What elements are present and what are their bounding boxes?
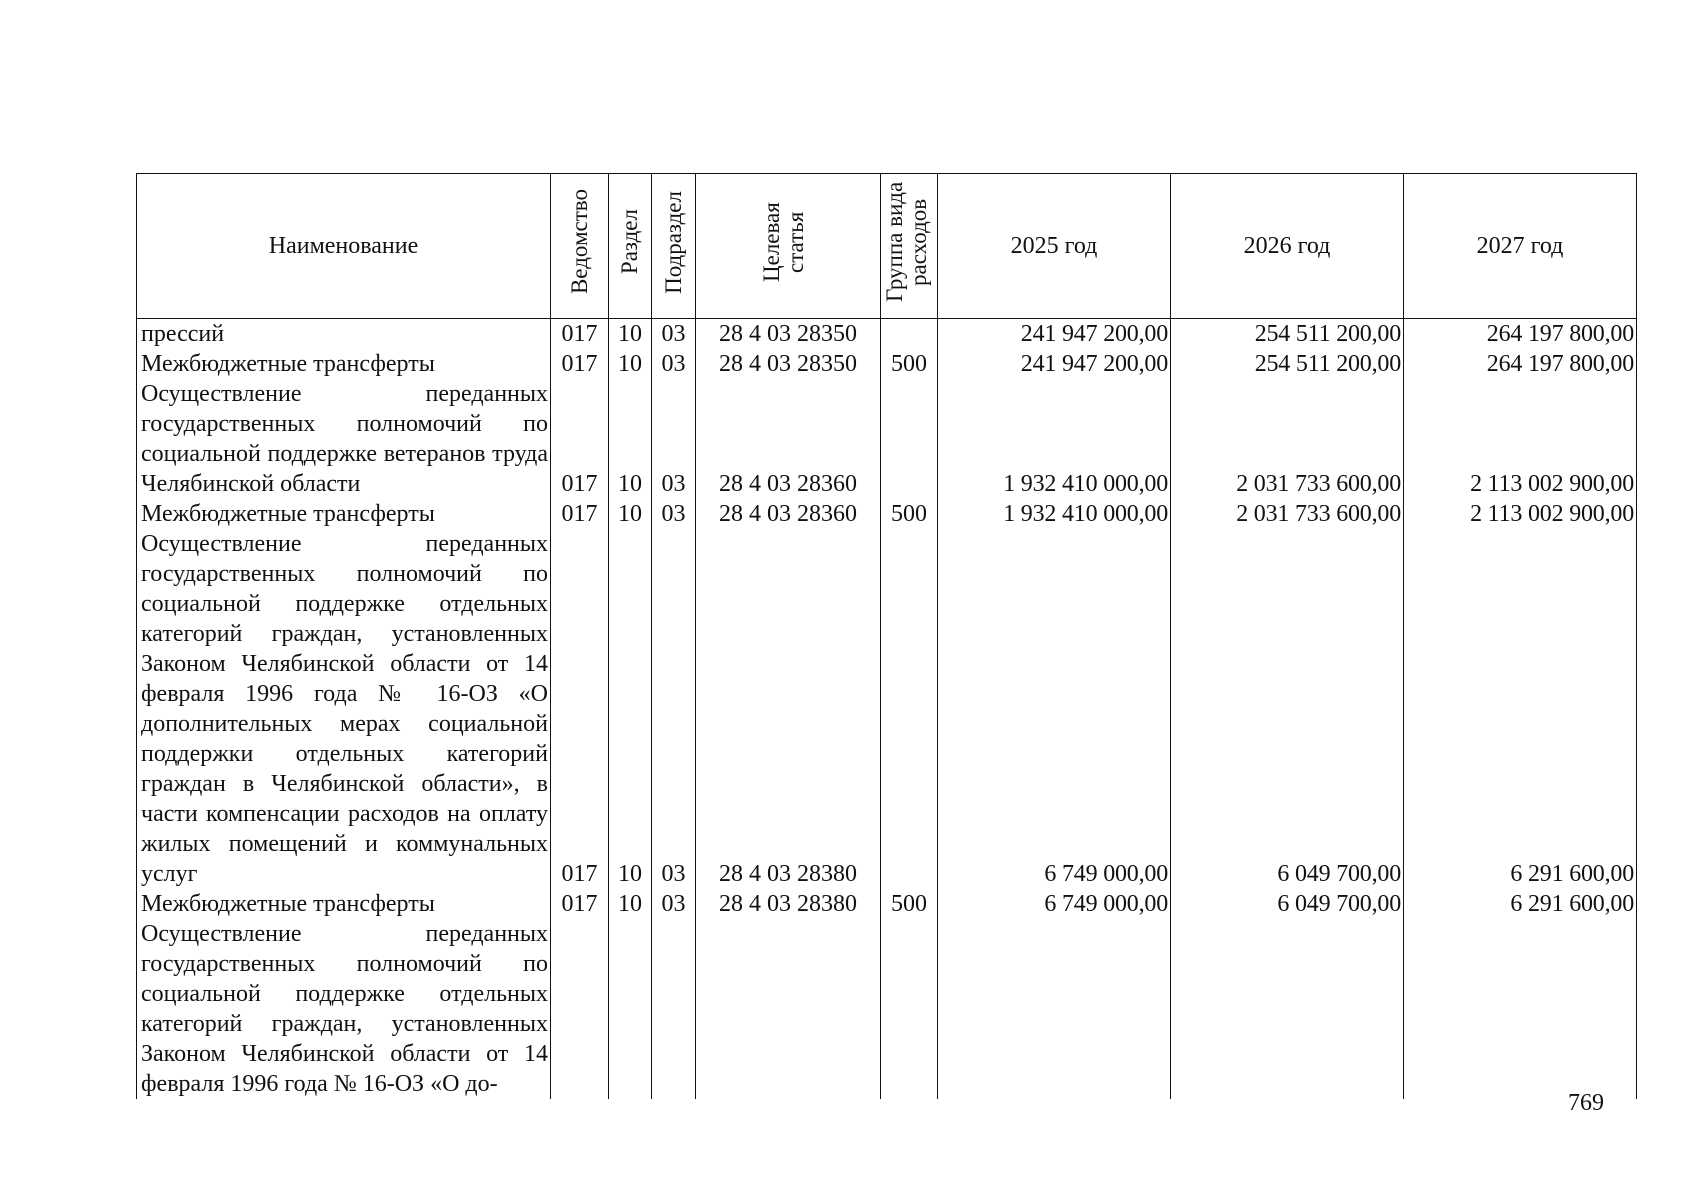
row-section: 10 [609,319,652,350]
row-department: 017 [551,379,609,499]
header-expense-group: Группа вида расходов [881,174,938,319]
row-target-article: 28 4 03 28360 [696,379,881,499]
row-value-2026: 254 511 200,00 [1171,319,1404,350]
row-department: 017 [551,349,609,379]
row-department: 017 [551,319,609,350]
row-value-2026: 6 049 700,00 [1171,529,1404,889]
row-subsection: 03 [652,529,696,889]
row-value-2027: 2 113 002 900,00 [1404,379,1637,499]
row-name: Осуществление переданных государственных полномочий по социальной поддержке ветеранов труда Челябинской области [137,379,551,499]
row-section: 10 [609,889,652,919]
header-target-article: Целевая статья [696,174,881,319]
table-row [137,919,1637,1099]
table-row [137,889,1637,919]
row-subsection [652,919,696,1099]
row-department: 017 [551,529,609,889]
row-subsection: 03 [652,379,696,499]
header-year-2025: 2025 год [938,174,1171,319]
row-value-2027: 264 197 800,00 [1404,319,1637,350]
row-value-2026: 2 031 733 600,00 [1171,379,1404,499]
row-expense-group [881,379,938,499]
row-department: 017 [551,889,609,919]
row-name: Осуществление переданных государственных полномочий по социальной поддержке отдельных категорий граждан, установленных Законом Челябинской области от 14 февраля 1996 года № 16-ОЗ «О до- [137,919,551,1099]
table-body [137,319,1637,1100]
row-value-2027: 2 113 002 900,00 [1404,499,1637,529]
row-target-article: 28 4 03 28360 [696,499,881,529]
row-value-2025: 1 932 410 000,00 [938,499,1171,529]
row-section: 10 [609,499,652,529]
table-row [137,349,1637,379]
row-value-2027: 6 291 600,00 [1404,529,1637,889]
page-number: 769 [1568,1090,1604,1116]
row-subsection: 03 [652,319,696,350]
row-subsection: 03 [652,499,696,529]
row-value-2027: 6 291 600,00 [1404,889,1637,919]
budget-table [136,173,1637,1099]
row-name: Межбюджетные трансферты [137,889,551,919]
header-department: Ведомство [551,174,609,319]
table-row [137,379,1637,499]
row-subsection: 03 [652,349,696,379]
row-expense-group: 500 [881,349,938,379]
row-expense-group [881,319,938,350]
header-year-2027: 2027 год [1404,174,1637,319]
row-value-2026: 254 511 200,00 [1171,349,1404,379]
row-value-2027 [1404,919,1637,1099]
row-value-2026 [1171,919,1404,1099]
row-value-2025: 1 932 410 000,00 [938,379,1171,499]
header-section: Раздел [609,174,652,319]
row-name: Межбюджетные трансферты [137,349,551,379]
row-target-article: 28 4 03 28350 [696,349,881,379]
row-target-article: 28 4 03 28350 [696,319,881,350]
row-value-2025: 6 749 000,00 [938,529,1171,889]
row-name: Межбюджетные трансферты [137,499,551,529]
row-value-2025: 6 749 000,00 [938,889,1171,919]
header-name: Наименование [137,174,551,319]
row-expense-group [881,529,938,889]
table-row [137,529,1637,889]
row-target-article [696,919,881,1099]
row-value-2026: 2 031 733 600,00 [1171,499,1404,529]
row-section: 10 [609,529,652,889]
row-value-2027: 264 197 800,00 [1404,349,1637,379]
row-department [551,919,609,1099]
row-section [609,919,652,1099]
table-row [137,499,1637,529]
row-section: 10 [609,379,652,499]
table-row [137,319,1637,350]
header-year-2026: 2026 год [1171,174,1404,319]
row-section: 10 [609,349,652,379]
row-target-article: 28 4 03 28380 [696,889,881,919]
row-name: Осуществление переданных государственных полномочий по социальной поддержке отдельных категорий граждан, установленных Законом Челябинской области от 14 февраля 1996 года № 16-ОЗ «О дополнительных мерах социальной поддержки отдельных категорий граждан в Челябинской области», в части компенсации расходов на оплату жилых помещений и коммунальных услуг [137,529,551,889]
row-expense-group: 500 [881,499,938,529]
header-subsection: Подраздел [652,174,696,319]
row-value-2025: 241 947 200,00 [938,349,1171,379]
table-header [137,174,1637,319]
row-value-2026: 6 049 700,00 [1171,889,1404,919]
row-subsection: 03 [652,889,696,919]
row-value-2025: 241 947 200,00 [938,319,1171,350]
row-name: прессий [137,319,551,350]
row-value-2025 [938,919,1171,1099]
row-expense-group: 500 [881,889,938,919]
row-target-article: 28 4 03 28380 [696,529,881,889]
row-expense-group [881,919,938,1099]
row-department: 017 [551,499,609,529]
